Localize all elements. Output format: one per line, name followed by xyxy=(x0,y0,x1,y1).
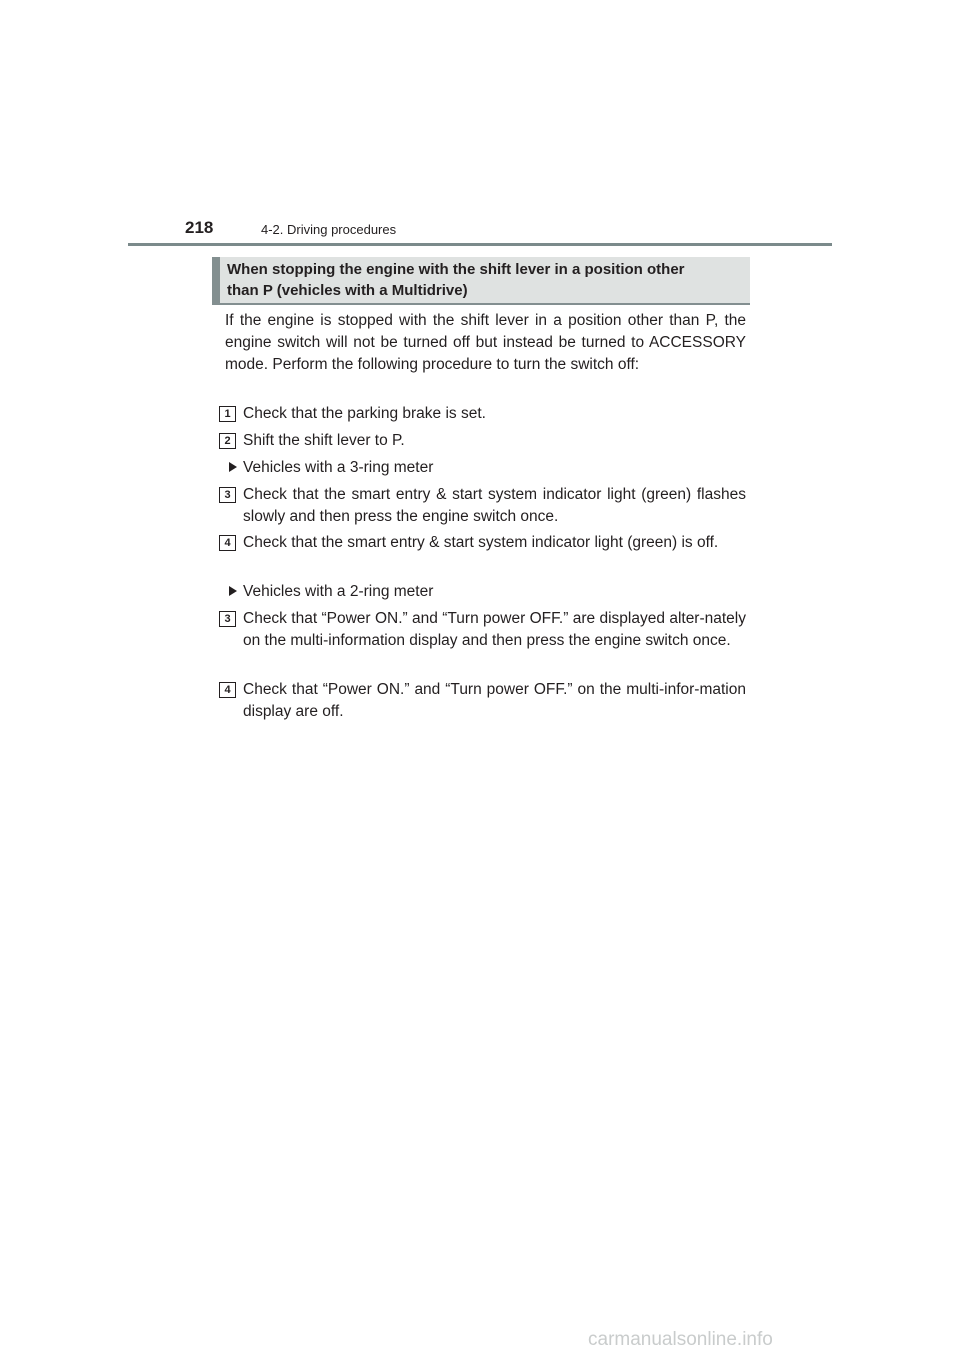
header-divider xyxy=(128,243,832,246)
step-number-1: 1 xyxy=(219,406,236,422)
triangle-bullet-icon xyxy=(229,462,237,472)
step-number-3b: 3 xyxy=(219,611,236,627)
watermark-text: carmanualsonline.info xyxy=(588,1329,773,1350)
subheading-label: Vehicles with a 3-ring meter xyxy=(243,459,434,476)
subheading-2-ring-meter xyxy=(229,581,433,603)
step-number-4a: 4 xyxy=(219,535,236,551)
step-text-3a: Check that the smart entry & start system indicator light (green) flashes slowly and then press the engine switch once. xyxy=(243,486,746,525)
step-text-2: Shift the shift lever to P. xyxy=(243,432,405,449)
step-text-3b: Check that “Power ON.” and “Turn power OFF.” are displayed alter-nately on the multi-information display and then press the engine switch once. xyxy=(243,610,746,649)
triangle-bullet-icon xyxy=(229,586,237,596)
step-text-4b: Check that “Power ON.” and “Turn power OFF.” on the multi-infor-mation display are off. xyxy=(243,681,746,720)
step-number-3a: 3 xyxy=(219,487,236,503)
section-title: 4-2. Driving procedures xyxy=(261,222,397,237)
step-text-1: Check that the parking brake is set. xyxy=(243,405,486,422)
topic-heading xyxy=(212,257,750,305)
topic-heading-line2: than P (vehicles with a Multidrive) xyxy=(227,282,468,299)
page-number: 218 xyxy=(185,218,214,237)
subheading-label: Vehicles with a 2-ring meter xyxy=(243,583,434,600)
step-number-4b: 4 xyxy=(219,682,236,698)
topic-heading-line1: When stopping the engine with the shift lever in a position other xyxy=(227,261,685,278)
step-number-2: 2 xyxy=(219,433,236,449)
step-text-4a: Check that the smart entry & start system indicator light (green) is off. xyxy=(243,534,719,551)
subheading-3-ring-meter xyxy=(229,457,433,479)
intro-paragraph: If the engine is stopped with the shift lever in a position other than P, the engine switch will not be turned off but instead be turned to ACCESSORY mode. Perform the following procedure to turn the switch off: xyxy=(225,312,746,373)
